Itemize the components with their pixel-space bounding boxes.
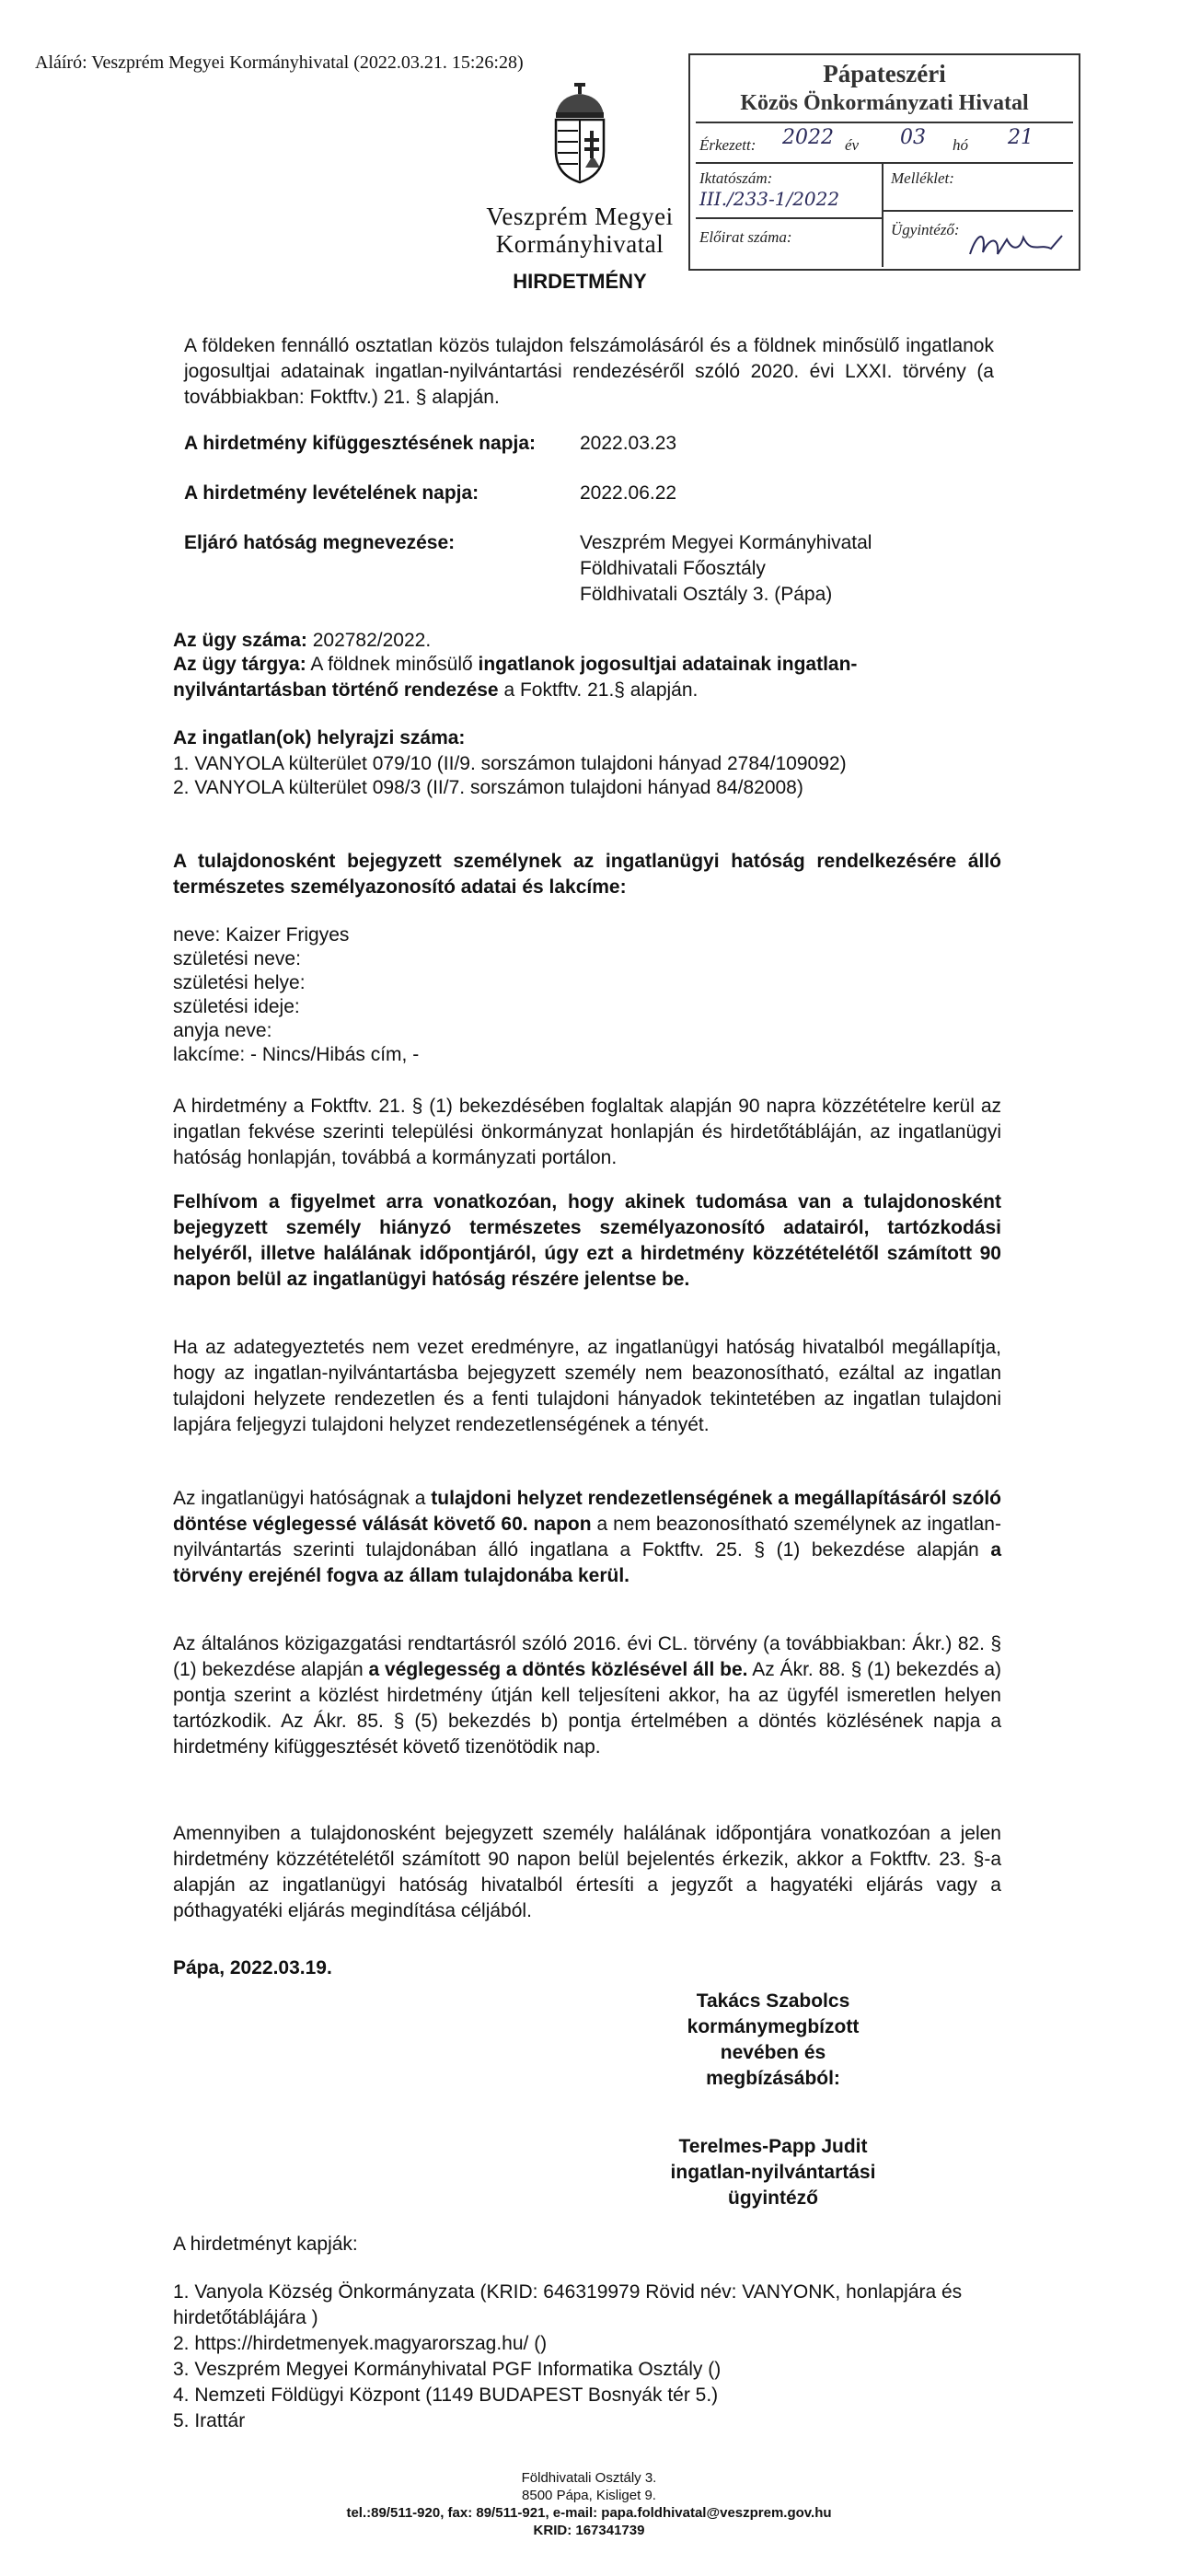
authority-line1: Veszprém Megyei Kormányhivatal (580, 532, 872, 553)
recipient-item: 4. Nemzeti Földügyi Központ (1149 BUDAPEST Bosnyák tér 5.) (173, 2385, 719, 2406)
place-date: Pápa, 2022.03.19. (173, 1957, 332, 1978)
akr-part3: Az Ákr. 88. § (1) bekezdés a) pontja szerint a közlést hirdetmény útján kell teljesíteni akkor, ha az ügyfél ismeretlen helyen tartózkodik. Az Ákr. 85. § (5) bekezdés b) pontja értelmében a döntés közlésének napja a hirdetmény kifüggesztését követő tizenötödik nap. (173, 1659, 1002, 1758)
registry-stamp (688, 53, 1080, 271)
organization-name (414, 203, 745, 258)
authority-label: Eljáró hatóság megnevezése: (184, 532, 456, 553)
stamp-year-suffix: év (845, 136, 860, 154)
administrator-signature (966, 226, 1068, 265)
publication-paragraph: A hirdetmény a Foktftv. 21. § (1) bekezdésében foglaltak alapján 90 napra közzétételre kerül az ingatlan fekvése szerinti települési önkormányzat honlapján és hirdetőtábláján, az ingatlanügyi hatóság honlapján, továbbá a kormányzati portálon. (173, 1096, 1001, 1168)
stamp-pre-no-label: Előirat száma: (699, 228, 792, 246)
recipient-item: 2. https://hirdetmenyek.magyarorszag.hu/ () (173, 2333, 548, 2354)
posting-date-label: A hirdetmény kifüggesztésének napja: (184, 433, 536, 454)
case-subject (173, 652, 1001, 703)
stamp-received-day: 21 (1008, 126, 1034, 149)
posting-date-value: 2022.03.23 (580, 433, 677, 454)
person-field: születési ideje: (173, 996, 300, 1017)
akr-part2: a véglegesség a döntés közlésével áll be. (368, 1659, 748, 1680)
removal-date-label: A hirdetmény levételének napja: (184, 482, 479, 504)
state-part2: tulajdoni helyzet rendezetlenségének a megállapításáról szóló döntése véglegessé válását követő 60. napon (173, 1488, 1002, 1535)
signer-line: Aláíró: Veszprém Megyei Kormányhivatal (2022.03.21. 15:26:28) (35, 52, 524, 73)
org-name-line1: Veszprém Megyei (486, 203, 674, 230)
state-part1: Az ingatlanügyi hatóságnak a (173, 1488, 426, 1509)
sig-line: kormánymegbízott (687, 2016, 860, 2037)
state-part4: a törvény erejénél fogva az állam tulajdonába kerül. (173, 1539, 1001, 1586)
stamp-received-label: Érkezett: (699, 136, 756, 154)
state-ownership-paragraph (173, 1486, 1001, 1589)
person-field: születési helye: (173, 972, 306, 993)
parcel-item: 1. VANYOLA külterület 079/10 (II/9. sorszámon tulajdoni hányad 2784/109092) (173, 753, 847, 774)
sig-line: nevében és (720, 2042, 826, 2063)
sig-line: ügyintéző (728, 2187, 818, 2209)
sig-line: ingatlan-nyilvántartási (670, 2162, 876, 2183)
authority-line2: Földhivatali Főosztály (580, 558, 766, 579)
stamp-received-month: 03 (900, 126, 926, 149)
footer-line: Földhivatali Osztály 3. (521, 2470, 657, 2486)
stamp-subtitle: Közös Önkormányzati Hivatal (740, 91, 1029, 115)
stamp-attachment-label: Melléklet: (891, 169, 954, 187)
stamp-file-no: III./233-1/2022 (699, 188, 840, 210)
stamp-title: Pápateszéri (823, 60, 946, 87)
stamp-administrator-label: Ügyintéző: (891, 221, 960, 238)
case-no-label: Az ügy száma: (173, 630, 307, 651)
signature-block-administrator (626, 2134, 920, 2211)
footer (276, 2469, 902, 2539)
sig-line: Terelmes-Papp Judit (678, 2136, 868, 2157)
removal-date-value: 2022.06.22 (580, 482, 677, 504)
footer-line: tel.:89/511-920, fax: 89/511-921, e-mail: papa.foldhivatal@veszprem.gov.hu (346, 2505, 832, 2521)
recipients-heading: A hirdetményt kapják: (173, 2234, 358, 2255)
stamp-received-year: 2022 (782, 126, 834, 149)
intro-paragraph: A földeken fennálló osztatlan közös tulajdon felszámolásáról és a földnek minősülő ingatlanok jogosultjai adatainak ingatlan-nyilvántartási rendezéséről szóló 2020. évi LXXI. törvény (a továbbiakban: Foktftv.) 21. § alapján. (184, 335, 994, 408)
page-title: HIRDETMÉNY (513, 270, 647, 293)
subject-post: a Foktftv. 21.§ alapján. (503, 679, 699, 701)
akr-paragraph (173, 1631, 1001, 1760)
footer-line: KRID: 167341739 (533, 2523, 645, 2538)
parcel-item: 2. VANYOLA külterület 098/3 (II/7. sorszámon tulajdoni hányad 84/82008) (173, 777, 803, 798)
case-no-value: 202782/2022. (312, 630, 432, 651)
authority-line3: Földhivatali Osztály 3. (Pápa) (580, 584, 833, 605)
stamp-file-no-label: Iktatószám: (699, 169, 773, 187)
person-heading: A tulajdonosként bejegyzett személynek az ingatlanügyi hatóság rendelkezésére álló természetes személyazonosító adatai és lakcíme: (173, 851, 1001, 898)
sig-line: Takács Szabolcs (696, 1990, 850, 2012)
parcel-heading: Az ingatlan(ok) helyrajzi száma: (173, 727, 466, 748)
person-field: neve: Kaizer Frigyes (173, 924, 350, 946)
person-field: lakcíme: - Nincs/Hibás cím, - (173, 1044, 420, 1065)
sig-line: megbízásából: (706, 2068, 840, 2089)
stamp-month-suffix: hó (953, 136, 968, 154)
coat-of-arms-icon (543, 83, 617, 186)
recipient-item: 3. Veszprém Megyei Kormányhivatal PGF Informatika Osztály () (173, 2359, 722, 2380)
state-part3: a nem beazonosítható személynek az ingatlan- nyilvántartás szerinti tulajdonában álló ingatlana a Foktftv. 25. § (1) bekezdése alapján (173, 1514, 1001, 1561)
person-field: születési neve: (173, 948, 301, 969)
org-name-line2: Kormányhivatal (495, 230, 664, 258)
footer-line: 8500 Pápa, Kisliget 9. (522, 2488, 656, 2503)
subject-label: Az ügy tárgya: (173, 654, 306, 675)
case-number (173, 628, 1001, 654)
subject-bold: ingatlanok jogosultjai adatainak ingatlan-nyilvántartásban történő rendezése (173, 654, 858, 701)
person-field: anyja neve: (173, 1020, 272, 1041)
unsuccessful-paragraph: Ha az adategyeztetés nem vezet eredményre, az ingatlanügyi hatóság hivatalból megállapítja, hogy az ingatlan-nyilvántartásba bejegyzett személy nem beazonosítható, ezáltal az ingatlan tulajdoni helyzete rendezetlen és a fenti tulajdoni hányadok tekintetében az ingatlan tulajdoni lapjára feljegyzi tulajdoni helyzet rendezetlenségének a tényét. (173, 1337, 1001, 1435)
recipient-item: 1. Vanyola Község Önkormányzata (KRID: 646319979 Rövid név: VANYONK, honlapjára és hirdetőtáblájára ) (173, 2281, 963, 2328)
death-paragraph: Amennyiben a tulajdonosként bejegyzett személy halálának időpontjára vonatkozóan a jelen hirdetmény közzétételétől számított 90 napon belül bejelentés érkezik, akkor a Foktftv. 23. §-a alapján az ingatlanügyi hatóság hivatalból értesíti a jegyzőt a hagyatéki eljárás vagy a póthagyatéki eljárás megindítása céljából. (173, 1823, 1001, 1921)
subject-pre: A földnek minősülő (310, 654, 473, 675)
recipients-list (173, 2280, 964, 2434)
recipient-item: 5. Irattár (173, 2410, 246, 2431)
attention-paragraph: Felhívom a figyelmet arra vonatkozóan, hogy akinek tudomása van a tulajdonosként bejegyzett személy hiányzó természetes személyazonosító adatairól, tartózkodási helyéről, illetve halálának időpontjáról, úgy ezt a hirdetmény közzétételétől számított 90 napon belül az ingatlanügyi hatóság részére jelentse be. (173, 1191, 1001, 1290)
signature-block-principal (626, 1989, 920, 2092)
akr-part1: Az általános közigazgatási rendtartásról szóló 2016. évi CL. törvény (a továbbiakban: Ákr.) 82. § (1) bekezdése alapján (173, 1633, 1001, 1680)
